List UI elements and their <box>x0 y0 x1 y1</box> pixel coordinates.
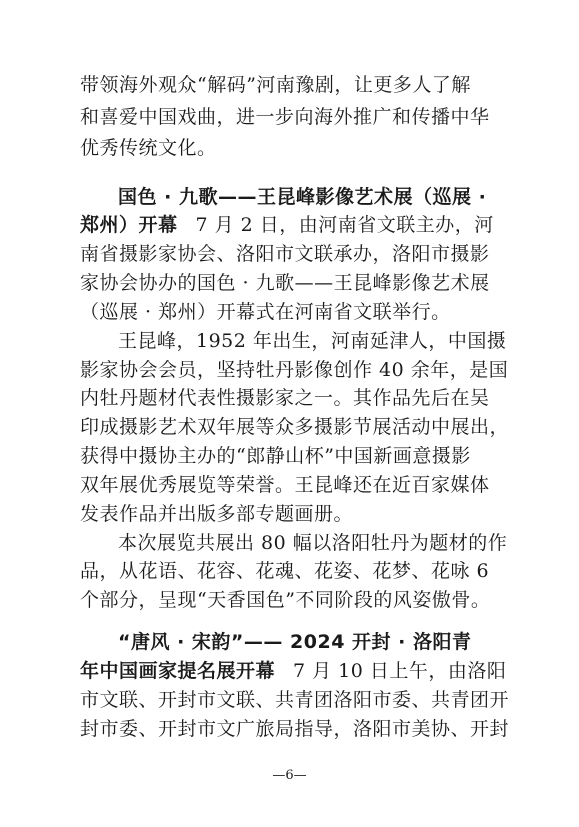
section2-body-line-1: 市文联、开封市文联、共青团洛阳市委、共青团开 <box>80 689 510 711</box>
section1-para2-line-5: 获得中摄协主办的“郎静山杯”中国新画意摄影 <box>80 445 471 467</box>
section2-body-line-2: 封市委、开封市文广旅局指导，洛阳市美协、开封 <box>80 718 510 740</box>
intro-line-1: 带领海外观众“解码”河南豫剧，让更多人了解 <box>80 74 471 96</box>
section1-para2-line-6: 双年展优秀展览等荣誉。王昆峰还在近百家媒体 <box>80 474 490 496</box>
section2-heading-bold: 年中国画家提名展开幕 <box>80 660 276 682</box>
section1-heading-line2 <box>80 213 500 237</box>
section1-para3-line-1: 本次展览共展出 80 幅以洛阳牡丹为题材的作 <box>118 532 508 554</box>
section2-heading-rest: 7 月 10 日上午，由洛阳 <box>293 660 507 682</box>
section2-heading-line1: “唐风 · 宋韵”—— 2024 开封 · 洛阳青 <box>118 631 472 653</box>
page-number: —6— <box>272 768 307 783</box>
section1-para2-line-2: 影家协会会员，坚持牡丹影像创作 40 余年，是国 <box>80 359 509 381</box>
section1-para2-line-1: 王昆峰，1952 年出生，河南延津人，中国摄 <box>118 330 507 352</box>
section1-para2-line-4: 印成摄影艺术双年展等众多摄影节展活动中展出， <box>80 416 510 438</box>
section1-para2-line-7: 发表作品并出版多部专题画册。 <box>80 503 354 525</box>
section1-para3-line-2: 品，从花语、花容、花魂、花姿、花梦、花咏 6 <box>80 560 490 582</box>
section1-body-line-1: 南省摄影家协会、洛阳市文联承办，洛阳市摄影 <box>80 243 490 265</box>
section1-para3-line-3: 个部分，呈现“天香国色”不同阶段的风姿傲骨。 <box>80 589 491 611</box>
section1-heading-rest: 7 月 2 日，由河南省文联主办，河 <box>195 214 494 236</box>
section1-para2-line-3: 内牡丹题材代表性摄影家之一。其作品先后在吴 <box>80 387 490 409</box>
intro-line-3: 优秀传统文化。 <box>80 137 217 159</box>
section2-heading-line2 <box>80 659 507 683</box>
intro-line-2: 和喜爱中国戏曲，进一步向海外推广和传播中华 <box>80 106 490 128</box>
section1-heading-line1: 国色 · 九歌——王昆峰影像艺术展（巡展 · <box>118 186 487 208</box>
section1-heading-bold: 郑州）开幕 <box>80 214 178 236</box>
section1-body-line-3: （巡展 · 郑州）开幕式在河南省文联举行。 <box>80 301 451 323</box>
section1-body-line-2: 家协会协办的国色 · 九歌——王昆峰影像艺术展 <box>80 272 490 294</box>
